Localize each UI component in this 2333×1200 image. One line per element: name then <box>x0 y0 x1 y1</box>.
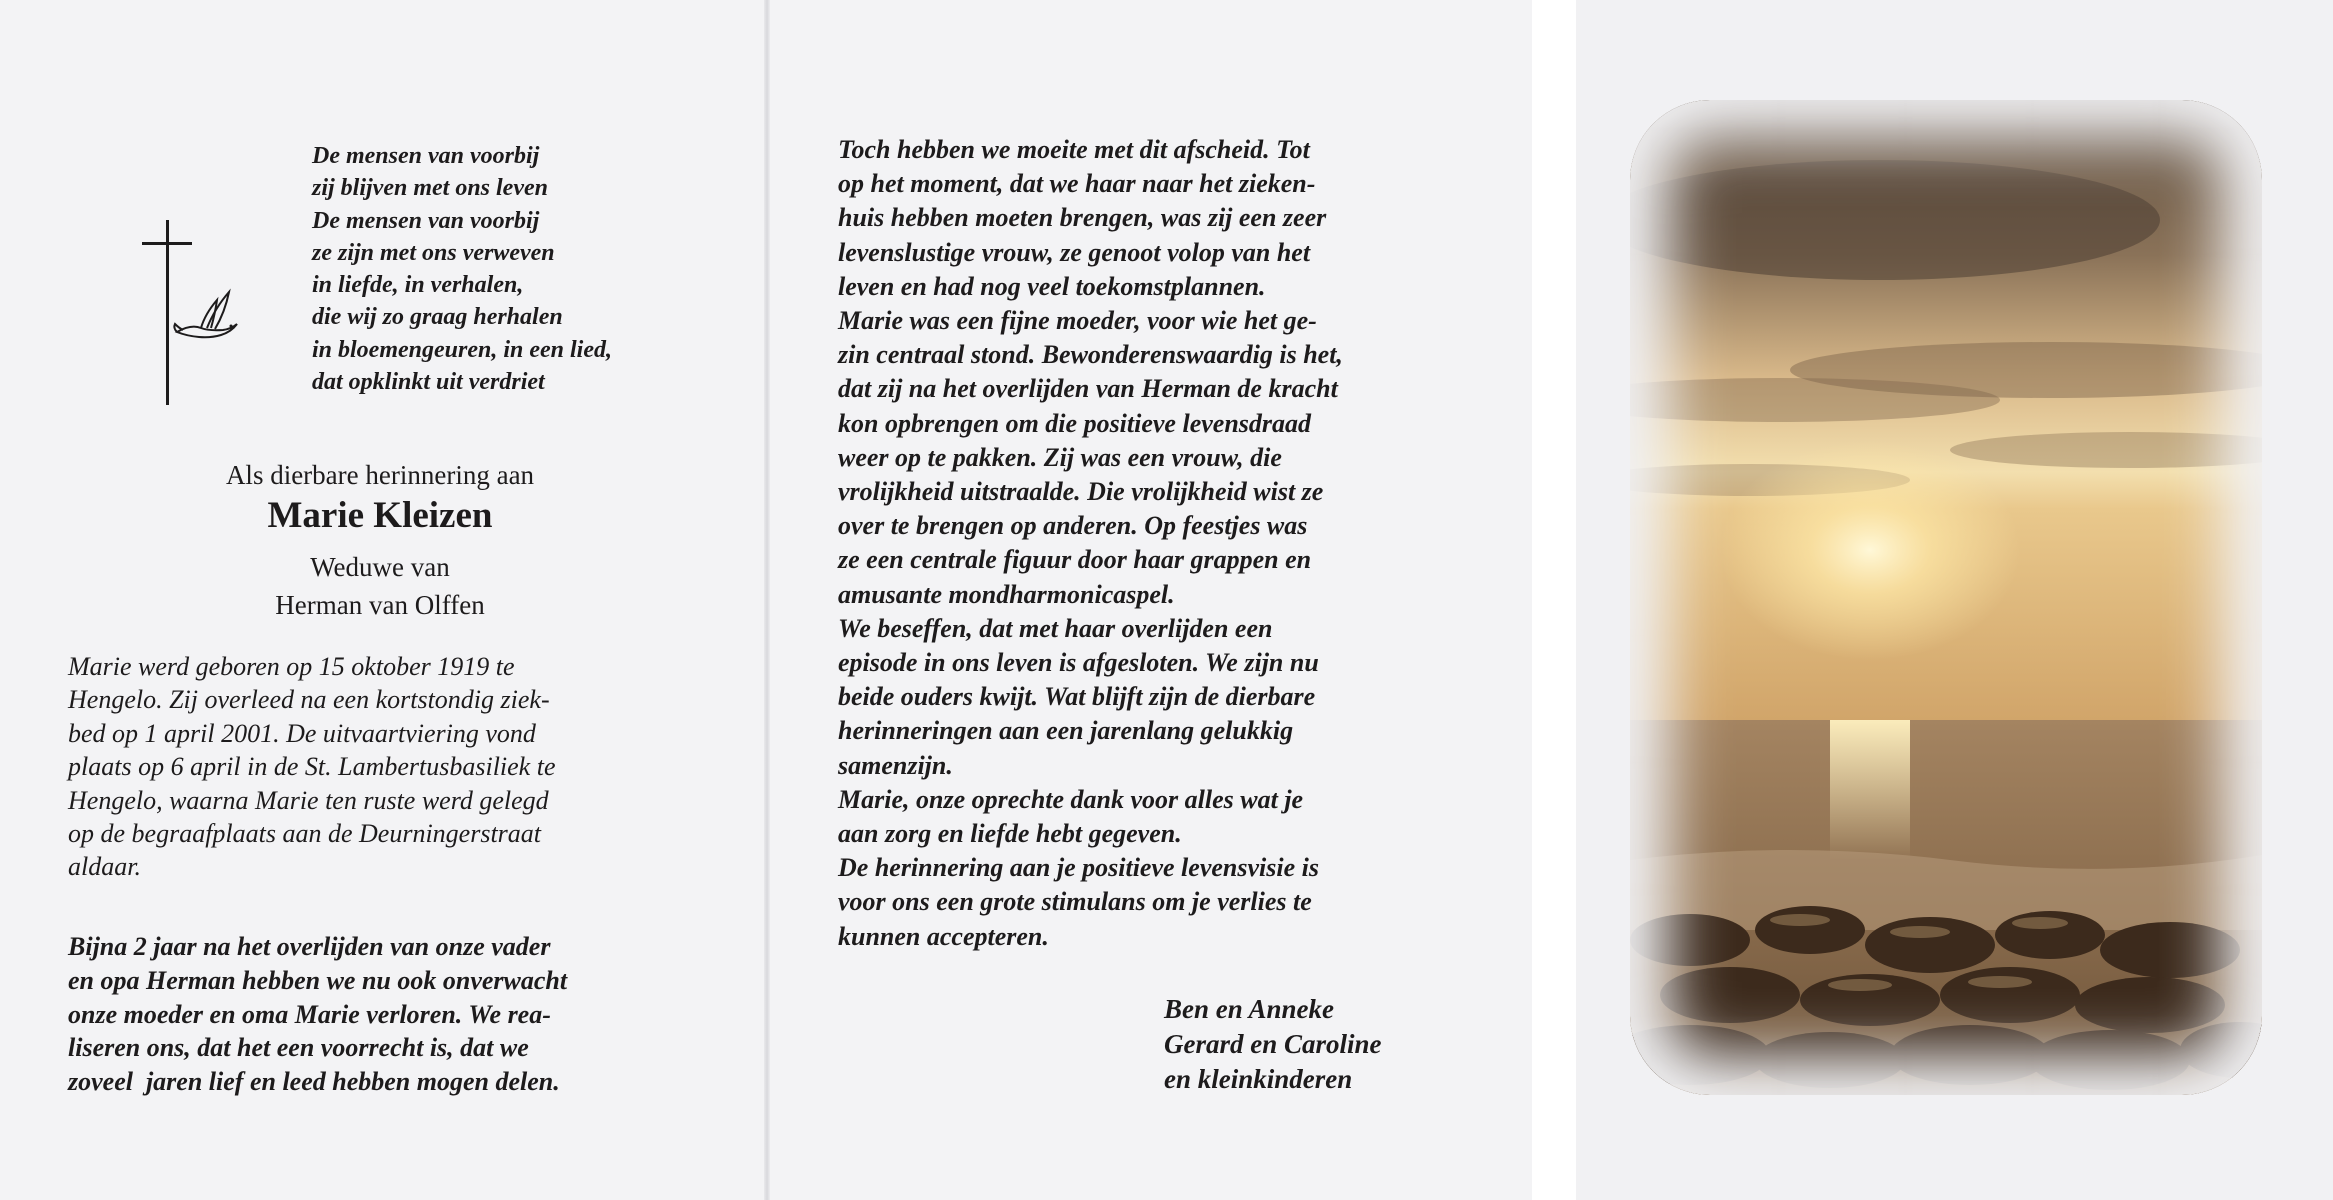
deceased-name: Marie Kleizen <box>267 495 493 536</box>
family-note-line: liseren ons, dat het een voorrecht is, dat we <box>68 1033 529 1063</box>
tribute-line: voor ons een grote stimulans om je verlies te <box>838 887 1312 917</box>
tribute-line: kunnen accepteren. <box>838 921 1049 951</box>
family-note-line: Bijna 2 jaar na het overlijden van onze vader <box>68 932 551 961</box>
cross-icon <box>166 220 169 405</box>
tribute-line: leven en had nog veel toekomstplannen. <box>838 271 1266 301</box>
biography-line: Hengelo. Zij overleed na een kortstondig ziek- <box>68 685 550 715</box>
poem-line: die wij zo graag herhalen <box>312 304 563 331</box>
tribute-line: De herinnering aan je positieve levensvisie is <box>838 853 1319 883</box>
biography-paragraph <box>68 650 758 884</box>
tribute-line: samenzijn. <box>838 750 953 780</box>
family-note-line: zoveel jaren lief en leed hebben mogen delen. <box>68 1067 560 1097</box>
family-note-line: onze moeder en oma Marie verloren. We rea- <box>68 999 551 1029</box>
biography-line: aldaar. <box>68 852 141 882</box>
tribute-line: vrolijkheid uitstraalde. Die vrolijkheid wist ze <box>838 477 1324 507</box>
tribute-line: episode in ons leven is afgesloten. We zijn nu <box>838 648 1319 678</box>
poem-line: zij blijven met ons leven <box>312 175 548 202</box>
widow-label: Weduwe van <box>310 552 450 582</box>
cross-dove-emblem <box>138 220 248 410</box>
tribute-line: aan zorg en liefde hebt gegeven. <box>838 819 1182 849</box>
family-note-paragraph <box>68 930 758 1099</box>
dove-icon <box>171 288 241 348</box>
card-fold <box>764 0 770 1200</box>
signature-line: Gerard en Caroline <box>1164 1029 1382 1059</box>
tribute-line: ze een centrale figuur door haar grappen en <box>838 545 1312 575</box>
tribute-line: herinneringen aan een jarenlang gelukkig <box>838 716 1294 746</box>
tribute-line: Marie, onze oprechte dank voor alles wat je <box>838 784 1304 814</box>
poem-line: in liefde, in verhalen, <box>312 272 524 299</box>
tribute-line: op het moment, dat we haar naar het zieken- <box>838 169 1316 199</box>
signature-line: en kleinkinderen <box>1164 1064 1353 1094</box>
tribute-line: beide ouders kwijt. Wat blijft zijn de dierbare <box>838 682 1316 712</box>
tribute-line: huis hebben moeten brengen, was zij een zeer <box>838 203 1327 233</box>
biography-line: Hengelo, waarna Marie ten ruste werd gelegd <box>68 785 549 815</box>
tribute-line: levenslustige vrouw, ze genoot volop van het <box>838 237 1311 267</box>
poem-line: De mensen van voorbij <box>312 207 540 234</box>
biography-line: bed op 1 april 2001. De uitvaartviering vond <box>68 718 536 748</box>
tribute-line: amusante mondharmonicaspel. <box>838 579 1175 609</box>
poem <box>312 140 732 398</box>
poem-line: dat opklinkt uit verdriet <box>312 369 545 396</box>
panel-gap <box>1532 0 1576 1200</box>
tribute-text <box>838 133 1468 954</box>
memorial-intro: Als dierbare herinnering aan <box>225 460 535 490</box>
biography-line: Marie werd geboren op 15 oktober 1919 te <box>68 652 515 681</box>
tribute-line: Marie was een fijne moeder, voor wie het ge- <box>838 306 1317 336</box>
poem-line: ze zijn met ons verweven <box>312 239 555 266</box>
tribute-line: over te brengen op anderen. Op feestjes was <box>838 511 1308 541</box>
poem-line: De mensen van voorbij <box>312 143 540 169</box>
biography-line: op de begraafplaats aan de Deurningerstraat <box>68 819 542 849</box>
signature-line: Ben en Anneke <box>1164 994 1335 1024</box>
tribute-line: weer op te pakken. Zij was een vrouw, die <box>838 442 1282 472</box>
poem-line: in bloemengeuren, in een lied, <box>312 336 612 363</box>
tribute-line: We beseffen, dat met haar overlijden een <box>838 613 1273 643</box>
tribute-line: Toch hebben we moeite met dit afscheid. Tot <box>838 135 1310 164</box>
biography-line: plaats op 6 april in de St. Lambertusbasiliek te <box>68 752 556 782</box>
cross-icon-bar <box>142 242 192 245</box>
signature <box>1164 992 1504 1097</box>
husband-name: Herman van Olffen <box>275 590 485 620</box>
sunset-sea-photo <box>1630 100 2262 1095</box>
tribute-line: zin centraal stond. Bewonderenswaardig is het, <box>838 340 1343 370</box>
tribute-line: kon opbrengen om die positieve levensdraad <box>838 408 1312 438</box>
family-note-line: en opa Herman hebben we nu ook onverwacht <box>68 965 568 995</box>
tribute-line: dat zij na het overlijden van Herman de kracht <box>838 374 1338 404</box>
